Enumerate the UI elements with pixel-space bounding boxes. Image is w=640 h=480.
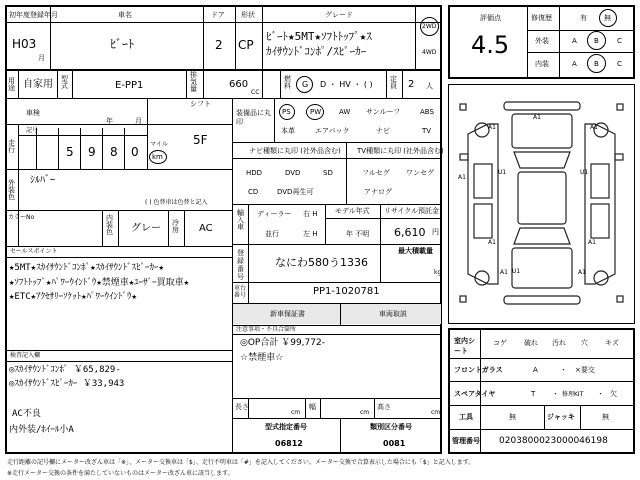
color-no-label: カラーNo	[8, 214, 35, 221]
equip-navi: ナビ	[376, 127, 390, 135]
width-label: 幅	[309, 403, 316, 411]
tv-title: TV種類に丸印 (社外品含む)	[357, 147, 444, 155]
mark-4: A1	[458, 174, 466, 181]
footer-line-1: 走行距離の記号欄にメーター改ざん車は「※」、メーター交換車は「$」、走行不明車は「#」を記入してください。メーター交換で合算表示した場合にも「$」と記入します。	[7, 459, 475, 466]
class-label: 類別区分番号	[370, 423, 412, 431]
shift-value: 5F	[193, 133, 208, 147]
reg-month-unit: 月	[38, 54, 45, 62]
front-glass-dot: ・	[560, 366, 567, 374]
width-cm: cm	[360, 409, 370, 416]
recycle-yen: 円	[432, 228, 439, 236]
grade-line1: ﾋﾞｰﾄ★5MT★ｿﾌﾄﾄｯﾌﾟ★ｽ	[266, 30, 372, 43]
mileage-note: 記号	[26, 127, 39, 134]
navi-hdd: HDD	[246, 169, 263, 177]
mileage-digit-1: 5	[66, 145, 74, 159]
spare-dot2: ・	[597, 390, 604, 398]
mark-10: A1	[578, 269, 586, 276]
tv-fullseg: フルセグ	[362, 169, 390, 177]
mark-5: U1	[498, 169, 507, 176]
seat-burn: コゲ	[493, 339, 507, 347]
equip-leather: 本革	[281, 127, 295, 135]
interior-c: C	[617, 60, 622, 68]
navi-dvd-play: DVD再生可	[277, 188, 314, 196]
shift-label: シフト	[190, 100, 211, 108]
mark-6: U1	[580, 169, 589, 176]
color-label: 外装色	[8, 179, 15, 201]
spare-missing: 欠	[610, 390, 617, 398]
tv-oneseg: ワンセグ	[406, 169, 434, 177]
capacity-unit: 人	[426, 82, 433, 90]
mark-7: A1	[488, 239, 496, 246]
model-label: 型式	[61, 75, 68, 90]
sales-point-title: セールスポイント	[10, 248, 58, 255]
doors-label: ドア	[211, 11, 225, 19]
inspector-line-4: AC不良	[12, 409, 41, 419]
equip-sunroof: サンルーフ	[366, 108, 401, 116]
equip-aw: AW	[339, 108, 351, 116]
admin-number: 0203800023000046198	[499, 436, 608, 446]
equipment-label: 装備品に丸印	[236, 109, 271, 126]
seat-hole: 穴	[581, 339, 588, 347]
navi-title: ナビ種類に丸印 (社外品含む)	[249, 147, 341, 155]
model-year-value: 年 不明	[346, 230, 370, 238]
mileage-mile: マイル	[150, 141, 168, 148]
grade-line2: ｶｲｻｳﾝﾄﾞｺﾝﾎﾟ/ｽﾋﾟｰｶｰ	[266, 45, 367, 58]
inspection-title: 車検	[26, 109, 40, 117]
drive-4wd: 4WD	[422, 49, 437, 56]
seat-tear: 破れ	[524, 339, 538, 347]
front-glass-a: A	[533, 366, 538, 374]
grade-eval-label: 評価点	[480, 14, 501, 22]
exterior-a: A	[572, 37, 577, 45]
mileage-digit-4: 0	[131, 145, 139, 159]
max-load-label: 最大積載量	[398, 247, 433, 255]
length-label: 長さ	[235, 403, 249, 411]
import-label: 輸入車	[237, 209, 244, 231]
spare-dot1: ・	[552, 390, 559, 398]
tools-label: 工具	[459, 413, 473, 421]
height-cm: cm	[431, 409, 441, 416]
seat-label: 室内シート	[454, 337, 475, 355]
interior-color-value: グレー	[131, 223, 161, 234]
front-glass-replace: ×要交	[575, 366, 595, 374]
exterior-label: 外装	[535, 37, 549, 45]
mark-11: U1	[512, 268, 521, 275]
reg-year-value: H03	[12, 37, 37, 51]
reg-year-label: 初年度登録年月	[9, 11, 58, 19]
warranty-book: 新車保証書	[270, 310, 305, 318]
car-diagram	[448, 84, 635, 324]
aircon-value: AC	[199, 223, 213, 234]
grade-eval-score: 4.5	[471, 31, 510, 59]
admin-label: 管理番号	[452, 437, 480, 445]
seat-dirt: 汚れ	[552, 339, 566, 347]
interior-a: A	[572, 60, 577, 68]
mark-1: A1	[533, 114, 541, 121]
shape-label: 形状	[241, 11, 255, 19]
fuel-g: G	[302, 80, 309, 89]
notes-title: 注意事項・不具合箇所	[236, 326, 297, 333]
class-number: 0081	[383, 439, 406, 448]
doors-value: 2	[215, 38, 223, 52]
sales-line-2: ★ｿﾌﾄﾄｯﾌﾟ★ﾊﾟﾜｰｳｲﾝﾄﾞｳ★禁煙車★ﾕｰｻﾞｰ買取車★	[9, 278, 190, 288]
import-left: 左 H	[303, 230, 318, 238]
inspector-line-2: ◎ｽｶｲｻｳﾝﾄﾞｽﾋﾟｰｶｰ ￥33,943	[9, 379, 125, 389]
repair-yes: 有	[580, 14, 587, 22]
type-label: 型式指定番号	[265, 423, 307, 431]
model-year-label: モデル年式	[335, 207, 370, 215]
interior-label: 内装	[535, 60, 549, 68]
inspector-line-5: 内外装/ﾎｲｰﾙ小A	[9, 425, 74, 435]
type-number: 06812	[275, 439, 303, 448]
repair-label: 修復歴	[531, 14, 552, 22]
equip-airbag: エアバック	[315, 127, 350, 135]
mileage-label: 走行	[8, 139, 15, 154]
jack-value: 無	[602, 413, 609, 421]
tools-value: 無	[509, 413, 516, 421]
jack-label: ジャッキ	[547, 413, 575, 421]
color-note: ( ) 色替車は色替と記入	[145, 199, 208, 206]
mileage-digit-3: 8	[110, 145, 118, 159]
navi-sd: SD	[323, 169, 333, 177]
fuel-rest: D ・ HV ・ ( )	[320, 80, 373, 89]
spare-kit: 修理KIT	[562, 391, 584, 398]
cc-unit: CC	[251, 89, 260, 96]
mark-3: A1	[590, 124, 598, 131]
import-parallel: 並行	[265, 230, 279, 238]
interior-b: B	[594, 60, 599, 68]
mileage-km: km	[152, 153, 163, 161]
drive-2wd: 2WD	[422, 23, 437, 30]
capacity-label: 定員	[390, 75, 397, 90]
displacement-label: 排気量	[190, 71, 197, 93]
tv-analog: アナログ	[364, 188, 392, 196]
fuel-label: 燃料	[284, 75, 291, 90]
front-glass-label: フロントガラス	[454, 366, 503, 374]
exterior-b: B	[594, 37, 599, 45]
navi-dvd: DVD	[285, 169, 301, 177]
import-right: 右 H	[303, 210, 318, 218]
usage-label: 用途	[8, 77, 15, 92]
sales-line-3: ★ETC★ｱｸｾｻﾘｰｿｹｯﾄ★ﾊﾟﾜｰｳｲﾝﾄﾞｳ★	[9, 292, 137, 302]
notes-line-1: ◎OP合計 ￥99,772-	[240, 338, 325, 348]
footer-line-2: ※走行メーター交換の条件を満たしていないものはメーター改ざん車に該当します。	[7, 470, 234, 477]
length-cm: cm	[291, 409, 301, 416]
registration-number: なにわ580う1336	[275, 256, 368, 269]
chassis-label: 車台番号	[234, 285, 247, 299]
spare-t: T	[531, 390, 536, 398]
max-load-kg: kg	[434, 269, 442, 276]
seat-scratch: キズ	[605, 339, 619, 347]
equip-tv: TV	[422, 127, 432, 135]
exterior-c: C	[617, 37, 622, 45]
registration-label: 登録番号	[237, 249, 244, 281]
capacity-value: 2	[408, 79, 415, 90]
import-dealer: ディーラー	[257, 210, 292, 218]
inspector-title: 検査記入欄	[10, 352, 41, 359]
mark-8: A1	[588, 239, 596, 246]
equip-abs: ABS	[420, 108, 434, 116]
equip-ps: PS	[282, 108, 291, 116]
sales-line-1: ★5MT★ｽｶｲｻｳﾝﾄﾞｺﾝﾎﾟ★ｽｶｲｻｳﾝﾄﾞｽﾋﾟｰｶｰ★	[9, 263, 164, 273]
color-value: ｼﾙﾊﾞｰ	[30, 175, 55, 186]
recycle-label: リサイクル預託金	[384, 207, 440, 215]
car-name-value: ﾋﾞｰﾄ	[110, 37, 135, 51]
height-label: 高さ	[377, 403, 391, 411]
mark-2: A1	[488, 124, 496, 131]
vehicle-manual: 車両取説	[379, 310, 407, 318]
grade-label: グレード	[325, 11, 353, 19]
inspection-year: 年	[106, 117, 113, 125]
model-value: E-PP1	[115, 80, 144, 91]
inspection-month: 月	[135, 117, 142, 125]
aircon-label: 冷房	[172, 219, 179, 234]
car-name-label: 車名	[118, 11, 132, 19]
notes-line-2: ☆禁煙車☆	[240, 353, 284, 363]
shape-value: CP	[238, 38, 254, 52]
displacement-value: 660	[229, 79, 249, 90]
mileage-digit-2: 9	[88, 145, 96, 159]
navi-cd: CD	[248, 188, 259, 196]
usage-value: 自家用	[23, 79, 53, 90]
repair-no: 無	[604, 14, 611, 22]
spare-label: スペアタイヤ	[454, 390, 496, 398]
recycle-value: 6,610	[394, 226, 426, 239]
chassis-number: PP1-1020781	[313, 286, 380, 297]
inspector-line-1: ◎ｽｶｲｻｳﾝﾄﾞｺﾝﾎﾟ ￥65,829-	[9, 365, 121, 375]
mark-9: A1	[500, 269, 508, 276]
equip-pw: PW	[310, 108, 322, 116]
interior-color-label: 内装色	[106, 214, 113, 236]
